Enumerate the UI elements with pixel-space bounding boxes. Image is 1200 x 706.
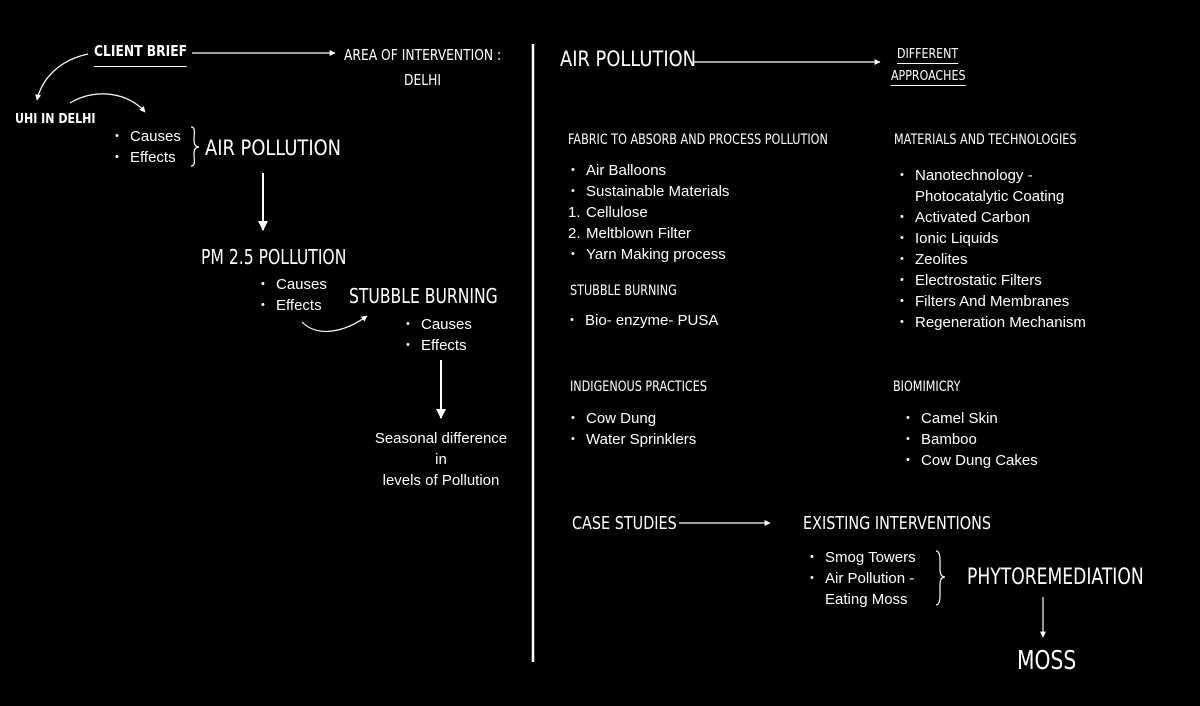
list-item: • Smog Towers <box>807 547 916 568</box>
list-item: • Camel Skin <box>903 408 1038 429</box>
biomimicry-list <box>903 408 1038 471</box>
stubble-left-heading: STUBBLE BURNING <box>349 284 498 308</box>
uhi-label: UHI IN DELHI <box>15 112 96 127</box>
indigenous-heading: INDIGENOUS PRACTICES <box>570 379 707 395</box>
list-item: • Ionic Liquids <box>897 228 1086 249</box>
pm25-heading: PM 2.5 POLLUTION <box>201 245 347 269</box>
list-item: • Electrostatic Filters <box>897 270 1086 291</box>
pm25-list <box>258 274 327 316</box>
seasonal-line: Seasonal difference <box>374 430 508 447</box>
stubble-right-list <box>567 310 718 331</box>
area-of-intervention-label: AREA OF INTERVENTION : <box>344 46 502 64</box>
list-item: • Nanotechnology - <box>897 165 1086 186</box>
air-pollution-left-heading: AIR POLLUTION <box>205 136 342 160</box>
seasonal-line: in <box>435 451 447 468</box>
phytoremediation-label: PHYTOREMEDIATION <box>967 565 1144 590</box>
list-item: • Zeolites <box>897 249 1086 270</box>
different-label: DIFFERENT <box>897 47 959 62</box>
fabric-ordered-list <box>568 202 691 244</box>
list-item: 2. Meltblown Filter <box>568 225 692 242</box>
list-item: • Activated Carbon <box>897 207 1086 228</box>
materials-heading: MATERIALS AND TECHNOLOGIES <box>894 132 1077 148</box>
existing-list <box>807 547 916 610</box>
list-item: • Regeneration Mechanism <box>897 312 1086 333</box>
delhi-label: DELHI <box>404 71 441 89</box>
biomimicry-heading: BIOMIMICRY <box>893 379 961 395</box>
list-item: • Sustainable Materials <box>568 181 729 202</box>
existing-interventions-label: EXISTING INTERVENTIONS <box>803 513 992 534</box>
air-pollution-right-heading: AIR POLLUTION <box>560 47 697 71</box>
list-item: • Causes <box>258 274 327 295</box>
list-item: • Effects <box>403 335 472 356</box>
brief-to-uhi-arrow <box>37 54 88 100</box>
case-studies-label: CASE STUDIES <box>572 513 677 534</box>
list-item: • Causes <box>112 126 181 147</box>
fabric-heading: FABRIC TO ABSORB AND PROCESS POLLUTION <box>568 132 828 148</box>
list-item: • Filters And Membranes <box>897 291 1086 312</box>
list-item: • Water Sprinklers <box>568 429 696 450</box>
uhi-list <box>112 126 181 168</box>
fabric-list <box>568 160 729 202</box>
indigenous-list <box>568 408 696 450</box>
materials-list <box>897 165 1086 333</box>
list-item: • Cow Dung Cakes <box>903 450 1038 471</box>
uhi-brace <box>191 127 199 166</box>
approaches-label: APPROACHES <box>891 69 966 84</box>
stubble-right-heading: STUBBLE BURNING <box>570 283 677 299</box>
stubble-left-list <box>403 314 472 356</box>
list-item: Photocatalytic Coating <box>915 188 1065 205</box>
list-item: 1. Cellulose <box>568 204 648 221</box>
list-item: • Causes <box>403 314 472 335</box>
pm25-to-stubble-arrow <box>302 316 367 331</box>
seasonal-note <box>341 428 541 491</box>
list-item: • Cow Dung <box>568 408 696 429</box>
list-item: • Effects <box>112 147 181 168</box>
list-item: Eating Moss <box>825 591 908 608</box>
list-item: • Yarn Making process <box>568 244 726 265</box>
seasonal-line: levels of Pollution <box>382 472 500 489</box>
list-item: • Air Pollution - <box>807 568 916 589</box>
list-item: • Bamboo <box>903 429 1038 450</box>
list-item: • Bio- enzyme- PUSA <box>567 310 718 331</box>
fabric-list-b <box>568 244 726 265</box>
client-brief-label: CLIENT BRIEF <box>94 41 207 67</box>
list-item: • Effects <box>258 295 327 316</box>
moss-label: MOSS <box>1017 646 1077 676</box>
existing-brace <box>936 551 945 605</box>
list-item: • Air Balloons <box>568 160 729 181</box>
